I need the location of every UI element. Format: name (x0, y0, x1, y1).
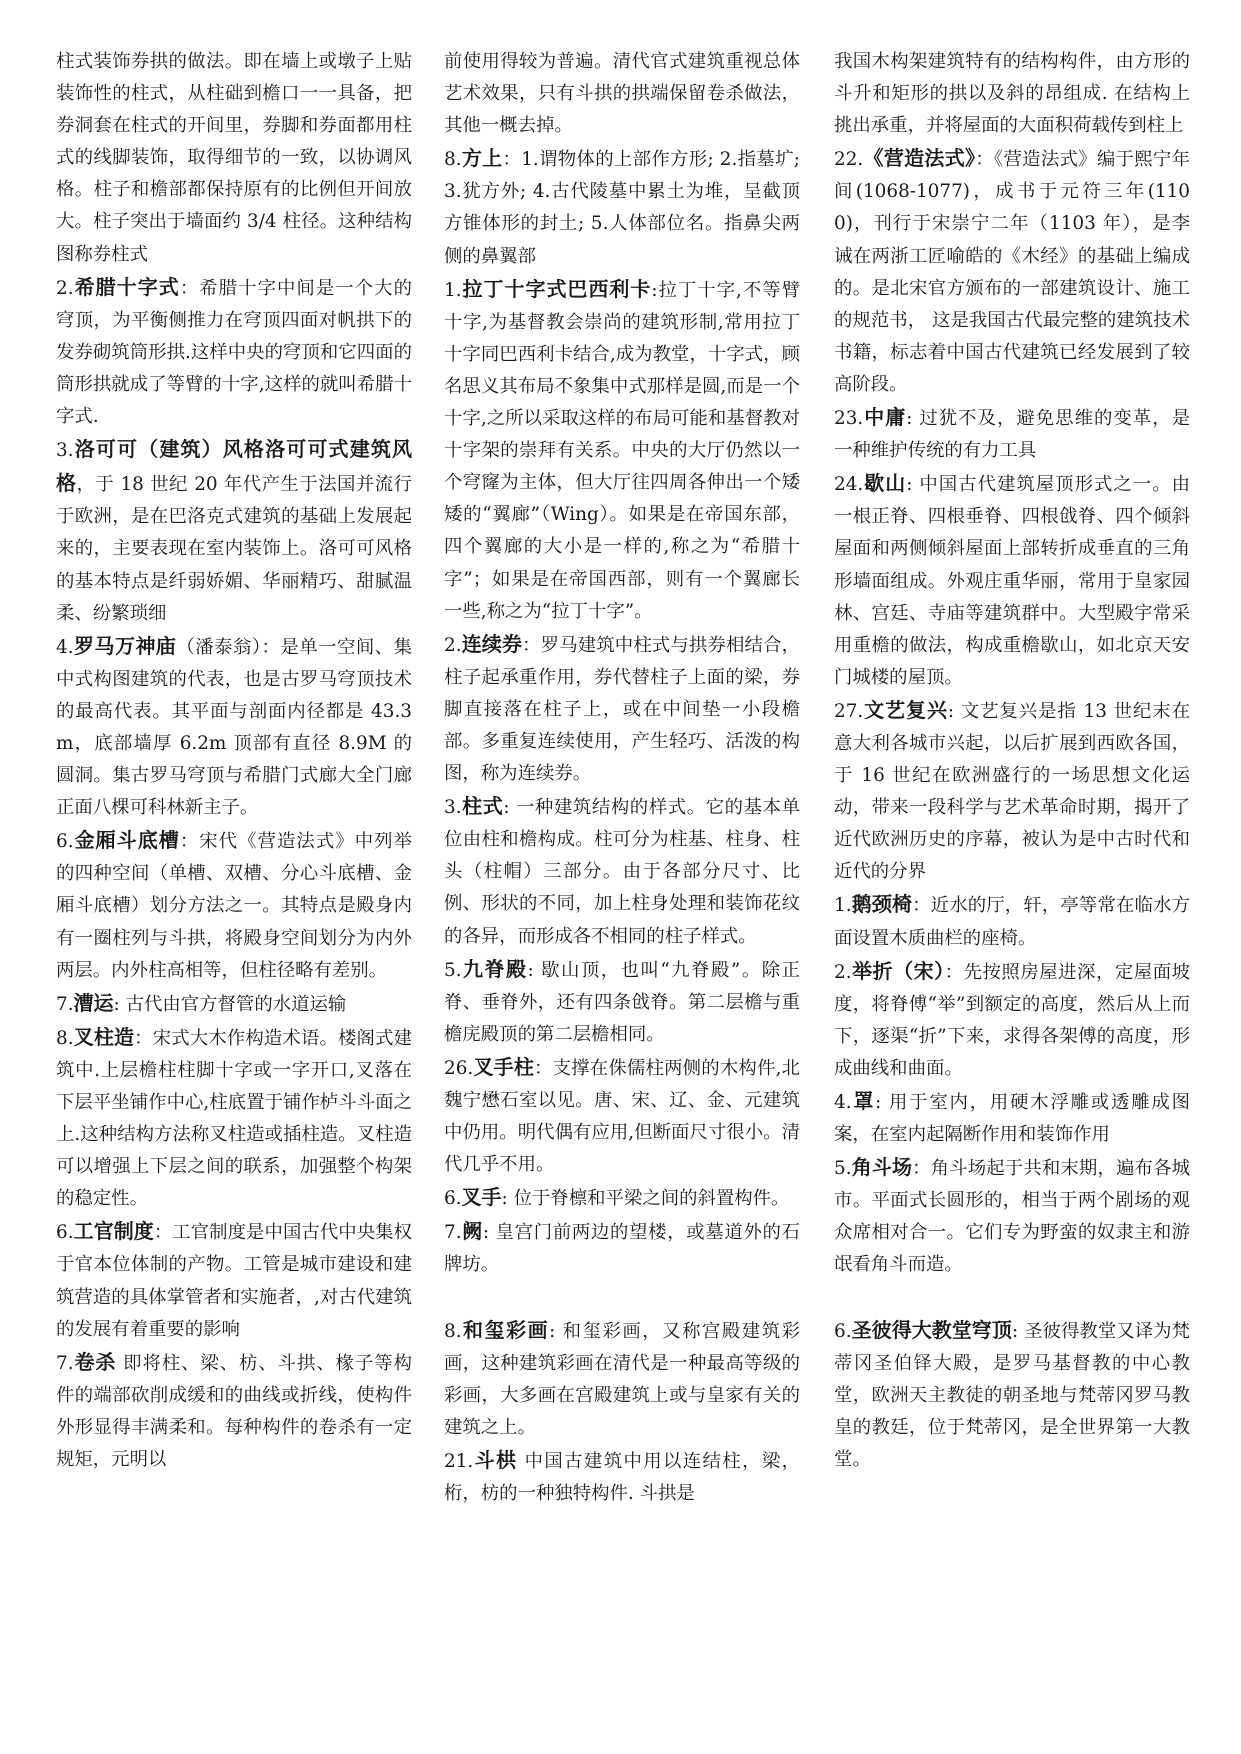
entry-number: 5. (444, 959, 462, 981)
glossary-entry (834, 142, 1190, 401)
entry-number: 3. (444, 797, 462, 819)
entry-number: 1. (444, 279, 462, 301)
text-column-2 (444, 46, 800, 1510)
entry-term: 叉手 (461, 1185, 502, 1210)
glossary-entry (56, 630, 412, 825)
entry-definition: ，于 18 世纪 20 年代产生于法国并流行于欧洲，是在巴洛克式建筑的基础上发展起来的，主要表现在室内装饰上。洛可可风格的基本特点是纤弱娇媚、华丽精巧、甜腻温柔、纷繁琐细 (56, 474, 413, 624)
entry-definition: : 皇宫门前两边的望楼，或墓道外的石牌坊。 (444, 1222, 801, 1276)
entry-definition: ：宋代《营造法式》中列举的四种空间（单槽、双槽、分心斗底槽、金厢斗底槽）划分方法之一。其特点是殿身内有一圈柱列与斗拱，将殿身空间划分为内外两层。内外柱高相等，但柱径略有差别。 (56, 831, 412, 981)
entry-definition: ：近水的厅，轩，亭等常在临水方面设置木质曲栏的座椅。 (834, 895, 1190, 949)
entry-number: 2. (444, 634, 462, 656)
entry-term: 《营造法式》 (863, 146, 976, 171)
entry-term: 罗马万神庙 (73, 633, 177, 658)
entry-definition: : 歇山顶，也叫“九脊殿”。除正脊、垂脊外，还有四条戗脊。第二层檐与重檐庑殿顶的第二层檐相同。 (444, 959, 800, 1045)
glossary-entry (834, 1314, 1190, 1476)
glossary-entry (444, 273, 800, 628)
entry-number: 7. (56, 993, 74, 1015)
entry-definition: 即将柱、梁、枋、斗拱、椽子等构件的端部砍削成缓和的曲线或折线，使构件外形显得丰满柔和。每种构件的卷杀有一定规矩，元明以 (56, 1352, 412, 1471)
entry-definition: : 和玺彩画，又称宫殿建筑彩画，这种建筑彩画在清代是一种最高等级的彩画，大多画在宫殿建筑上或与皇家有关的建筑之上。 (444, 1320, 801, 1438)
entry-number: 8. (444, 1320, 462, 1342)
entry-term: 阙 (461, 1219, 483, 1244)
entry-definition: : 圣彼得教堂又译为梵蒂冈圣伯铎大殿，是罗马基督教的中心教堂，欧洲天主教徒的朝圣地与梵蒂冈罗马教皇的教廷，位于梵蒂冈，是全世界第一大教堂。 (834, 1320, 1191, 1470)
entry-term: 歇山 (863, 471, 907, 496)
entry-definition: 前使用得较为普遍。清代官式建筑重视总体艺术效果，只有斗拱的拱端保留卷杀做法，其他一概去掉。 (444, 51, 800, 137)
continued-paragraph (444, 46, 800, 142)
entry-number: 23. (834, 408, 864, 430)
entry-definition: : 古代由官方督管的水道运输 (113, 993, 347, 1015)
glossary-entry (444, 953, 800, 1051)
entry-term: 和玺彩画 (461, 1317, 550, 1342)
entry-definition: ：先按照房屋进深，定屋面坡度，将脊傅“举”到额定的高度，然后从上而下，逐渠“折”下来，求得各架傅的高度，形成曲线和曲面。 (834, 961, 1190, 1079)
entry-term: 洛可可（建筑）风格洛可可式建筑风格 (56, 437, 412, 496)
glossary-entry (56, 1346, 412, 1476)
entry-definition: ：支撑在侏儒柱两侧的木构件,北魏宁懋石室以见。唐、宋、辽、金、元建筑中仍用。明代偶有应用,但断面尺寸很小。清代几乎不用。 (444, 1057, 800, 1176)
entry-term: 柱式 (461, 794, 504, 819)
entry-definition: : 过犹不及，避免思维的变革，是一种维护传统的有力工具 (834, 408, 1191, 462)
entry-number: 4. (834, 1092, 852, 1113)
entry-number: 6. (56, 831, 74, 853)
entry-term: 卷杀 (73, 1349, 117, 1374)
entry-term: 漕运 (73, 990, 114, 1015)
glossary-entry (56, 1021, 412, 1216)
entry-definition: ：罗马建筑中柱式与拱券相结合，柱子起承重作用，券代替柱子上面的梁，券脚直接落在柱子上，或在中间垫一小段檐部。多重复连续使用，产生轻巧、活泼的构图，称为连续券。 (444, 634, 800, 785)
entry-term: 金厢斗底槽 (73, 828, 180, 853)
entry-definition: ：宋式大木作构造术语。楼阁式建筑中.上层檐柱柱脚十字或一字开口,叉落在下层平坐铺作中心,柱底置于铺作栌斗斗面之上.这种结构方法称叉柱造或插柱造。叉柱造可以增强上下层之间的联系，加强整个构架的稳定性。 (56, 1027, 412, 1210)
entry-number: 5. (834, 1158, 852, 1180)
glossary-entry (834, 467, 1190, 694)
entry-number: 6. (444, 1188, 462, 1210)
glossary-entry (444, 628, 800, 790)
entry-number: 27. (834, 700, 864, 722)
continued-paragraph (56, 46, 412, 271)
entry-number: 26. (444, 1057, 474, 1079)
entry-term: 圣彼得大教堂穹顶 (851, 1317, 1012, 1342)
glossary-entry (56, 987, 412, 1021)
entry-term: 文艺复兴 (863, 697, 948, 722)
entry-number: 3. (56, 440, 74, 462)
glossary-entry (444, 1051, 800, 1181)
entry-number: 24. (834, 474, 864, 496)
entry-number: 1. (834, 895, 852, 917)
entry-number: 8. (56, 1027, 74, 1049)
entry-definition: ：希腊十字中间是一个大的穹顶，为平衡侧推力在穹顶四面对帆拱下的发券砌筑筒形拱.这样中央的穹顶和它四面的筒形拱就成了等臂的十字,这样的就叫希腊十字式. (56, 277, 412, 428)
glossary-entry (834, 401, 1190, 467)
glossary-entry (56, 824, 412, 986)
entry-definition: : 用于室内，用硬木浮雕或透雕成图案，在室内起隔断作用和装饰作用 (834, 1092, 1190, 1146)
glossary-entry (834, 1085, 1190, 1151)
entry-term: 拉丁十字式巴西利卡 (461, 276, 652, 301)
entry-number: 6. (834, 1320, 852, 1342)
entry-definition: ：角斗场起于共和末期，遍布各城市。平面式长圆形的，相当于两个剧场的观众席相对合一。它们专为野蛮的奴隶主和游氓看角斗而造。 (834, 1158, 1190, 1276)
glossary-entry (444, 1314, 800, 1444)
entry-definition: : 中国古代建筑屋顶形式之一。由一根正脊、四根垂脊、四根戗脊、四个倾斜屋面和两侧倾斜屋面上部转折成垂直的三角形墙面组成。外观庄重华丽，常用于皇家园林、宫廷、寺庙等建筑群中。大型殿宇常采用重檐的做法，构成重檐歇山，如北京天安门城楼的屋顶。 (834, 474, 1191, 688)
glossary-entry (56, 1215, 412, 1345)
entry-term: 罩 (851, 1089, 876, 1113)
entry-number: 21. (444, 1450, 474, 1472)
entry-term: 方上 (461, 146, 503, 171)
entry-definition: ：工官制度是中国古代中央集权于官本位体制的产物。工管是城市建设和建筑营造的具体掌管者和实施者，,对古代建筑的发展有着重要的影响 (56, 1222, 412, 1340)
entry-term: 叉柱造 (73, 1024, 135, 1049)
glossary-entry (56, 433, 412, 630)
continued-paragraph (834, 46, 1190, 142)
entry-definition: 柱式装饰券拱的做法。即在墙上或墩子上贴装饰性的柱式，从柱础到檐口一一具备，把券洞套在柱式的开间里，券脚和券面都用柱式的线脚装饰，取得细节的一致，以协调风格。柱子和檐部都保持原有的比例但开间放大。柱子突出于墙面约 3/4 柱径。这种结构图称券柱式 (56, 51, 412, 265)
entry-definition: :拉丁十字,不等臂十字,为基督教会崇尚的建筑形制,常用拉丁十字同巴西利卡结合,成为教堂，十字式，顾名思义其布局不象集中式那样是圆,而是一个十字,之所以采取这样的布局可能和基督教对十字架的崇拜有关系。中央的大厅仍然以一个穹窿为主体，但大厅往四周各伸出一个矮矮的“翼廊”（Wing）。如果是在帝国东部，四个翼廊的大小是一样的,称之为“希腊十字”；如果是在帝国西部，则有一个翼廊长一些,称之为“拉丁十字”。 (444, 279, 801, 622)
entry-number: 2. (834, 961, 852, 983)
entry-definition: ：《营造法式》编于熙宁年间(1068-1077)，成书于元符三年(1100)，刊行于宋崇宁二年（1103 年），是李诫在两浙工匠喻皓的《木经》的基础上编成的。是北宋官方颁布的一部建筑设计、施工的规范书， 这是我国古代最完整的建筑技术书籍，标志着中国古代建筑已经发展到了较高阶段。 (834, 149, 1190, 395)
entry-definition: 我国木构架建筑特有的结构构件，由方形的斗升和矩形的拱以及斜的昂组成. 在结构上挑出承重，并将屋面的大面积荷载传到柱上 (834, 51, 1190, 137)
text-column-3 (834, 46, 1190, 1476)
entry-number: 6. (56, 1222, 74, 1244)
entry-term: 希腊十字式 (73, 274, 180, 299)
entry-term: 九脊殿 (461, 956, 528, 981)
glossary-entry (834, 955, 1190, 1085)
entry-term: 鹅颈椅 (851, 892, 913, 917)
entry-number: 22. (834, 149, 864, 171)
entry-term: 举折（宋） (851, 958, 945, 983)
glossary-entry (56, 271, 412, 433)
text-column-1 (56, 46, 412, 1476)
entry-term: 角斗场 (851, 1155, 913, 1180)
entry-term: 工官制度 (73, 1219, 154, 1244)
glossary-entry (444, 142, 800, 272)
entry-number: 4. (56, 636, 74, 658)
entry-number: 8. (444, 149, 462, 171)
glossary-entry (834, 1151, 1190, 1281)
entry-number: 7. (56, 1352, 74, 1374)
glossary-entry (444, 1181, 800, 1215)
entry-number: 2. (56, 277, 74, 299)
entry-term: 中庸 (863, 405, 907, 430)
entry-definition: （潘泰翁）：是单一空间、集中式构图建筑的代表，也是古罗马穹顶技术的最高代表。其平面与剖面内径都是 43.3m，底部墙厚 6.2m 顶部有直径 8.9M 的圆洞。集古罗马穹顶与希腊门式廊大全门廊正面八棵可科林新主子。 (56, 636, 412, 819)
glossary-entry (444, 1444, 800, 1510)
glossary-entry (834, 888, 1190, 954)
entry-term: 斗栱 (473, 1447, 518, 1472)
entry-number: 7. (444, 1222, 462, 1244)
entry-definition: : 位于脊檩和平梁之间的斜置构件。 (501, 1188, 790, 1210)
glossary-entry (444, 1215, 800, 1281)
entry-definition: : 文艺复兴是指 13 世纪末在意大利各城市兴起，以后扩展到西欧各国，于 16 世纪在欧洲盛行的一场思想文化运动，带来一段科学与艺术革命时期，揭开了近代欧洲历史的序幕，被认为是中古时代和近代的分界 (834, 700, 1191, 883)
glossary-entry (444, 790, 800, 952)
entry-term: 叉手柱 (473, 1054, 535, 1079)
entry-definition: ：1.谓物体的上部作方形; 2.指墓圹; 3.犹方外; 4.古代陵墓中累土为堆，呈截顶方锥体形的封土; 5.人体部位名。指鼻尖两侧的鼻翼部 (444, 149, 800, 267)
glossary-entry (834, 694, 1190, 889)
entry-definition: : 一种建筑结构的样式。它的基本单位由柱和檐构成。柱可分为柱基、柱身、柱头（柱帽）三部分。由于各部分尺寸、比例、形状的不同，加上柱身处理和装饰花纹的各异，而形成各不相同的柱子样式。 (444, 797, 801, 947)
entry-definition: 中国古建筑中用以连结柱，梁，桁，枋的一种独特构件. 斗拱是 (444, 1450, 800, 1505)
entry-term: 连续券 (461, 631, 523, 656)
